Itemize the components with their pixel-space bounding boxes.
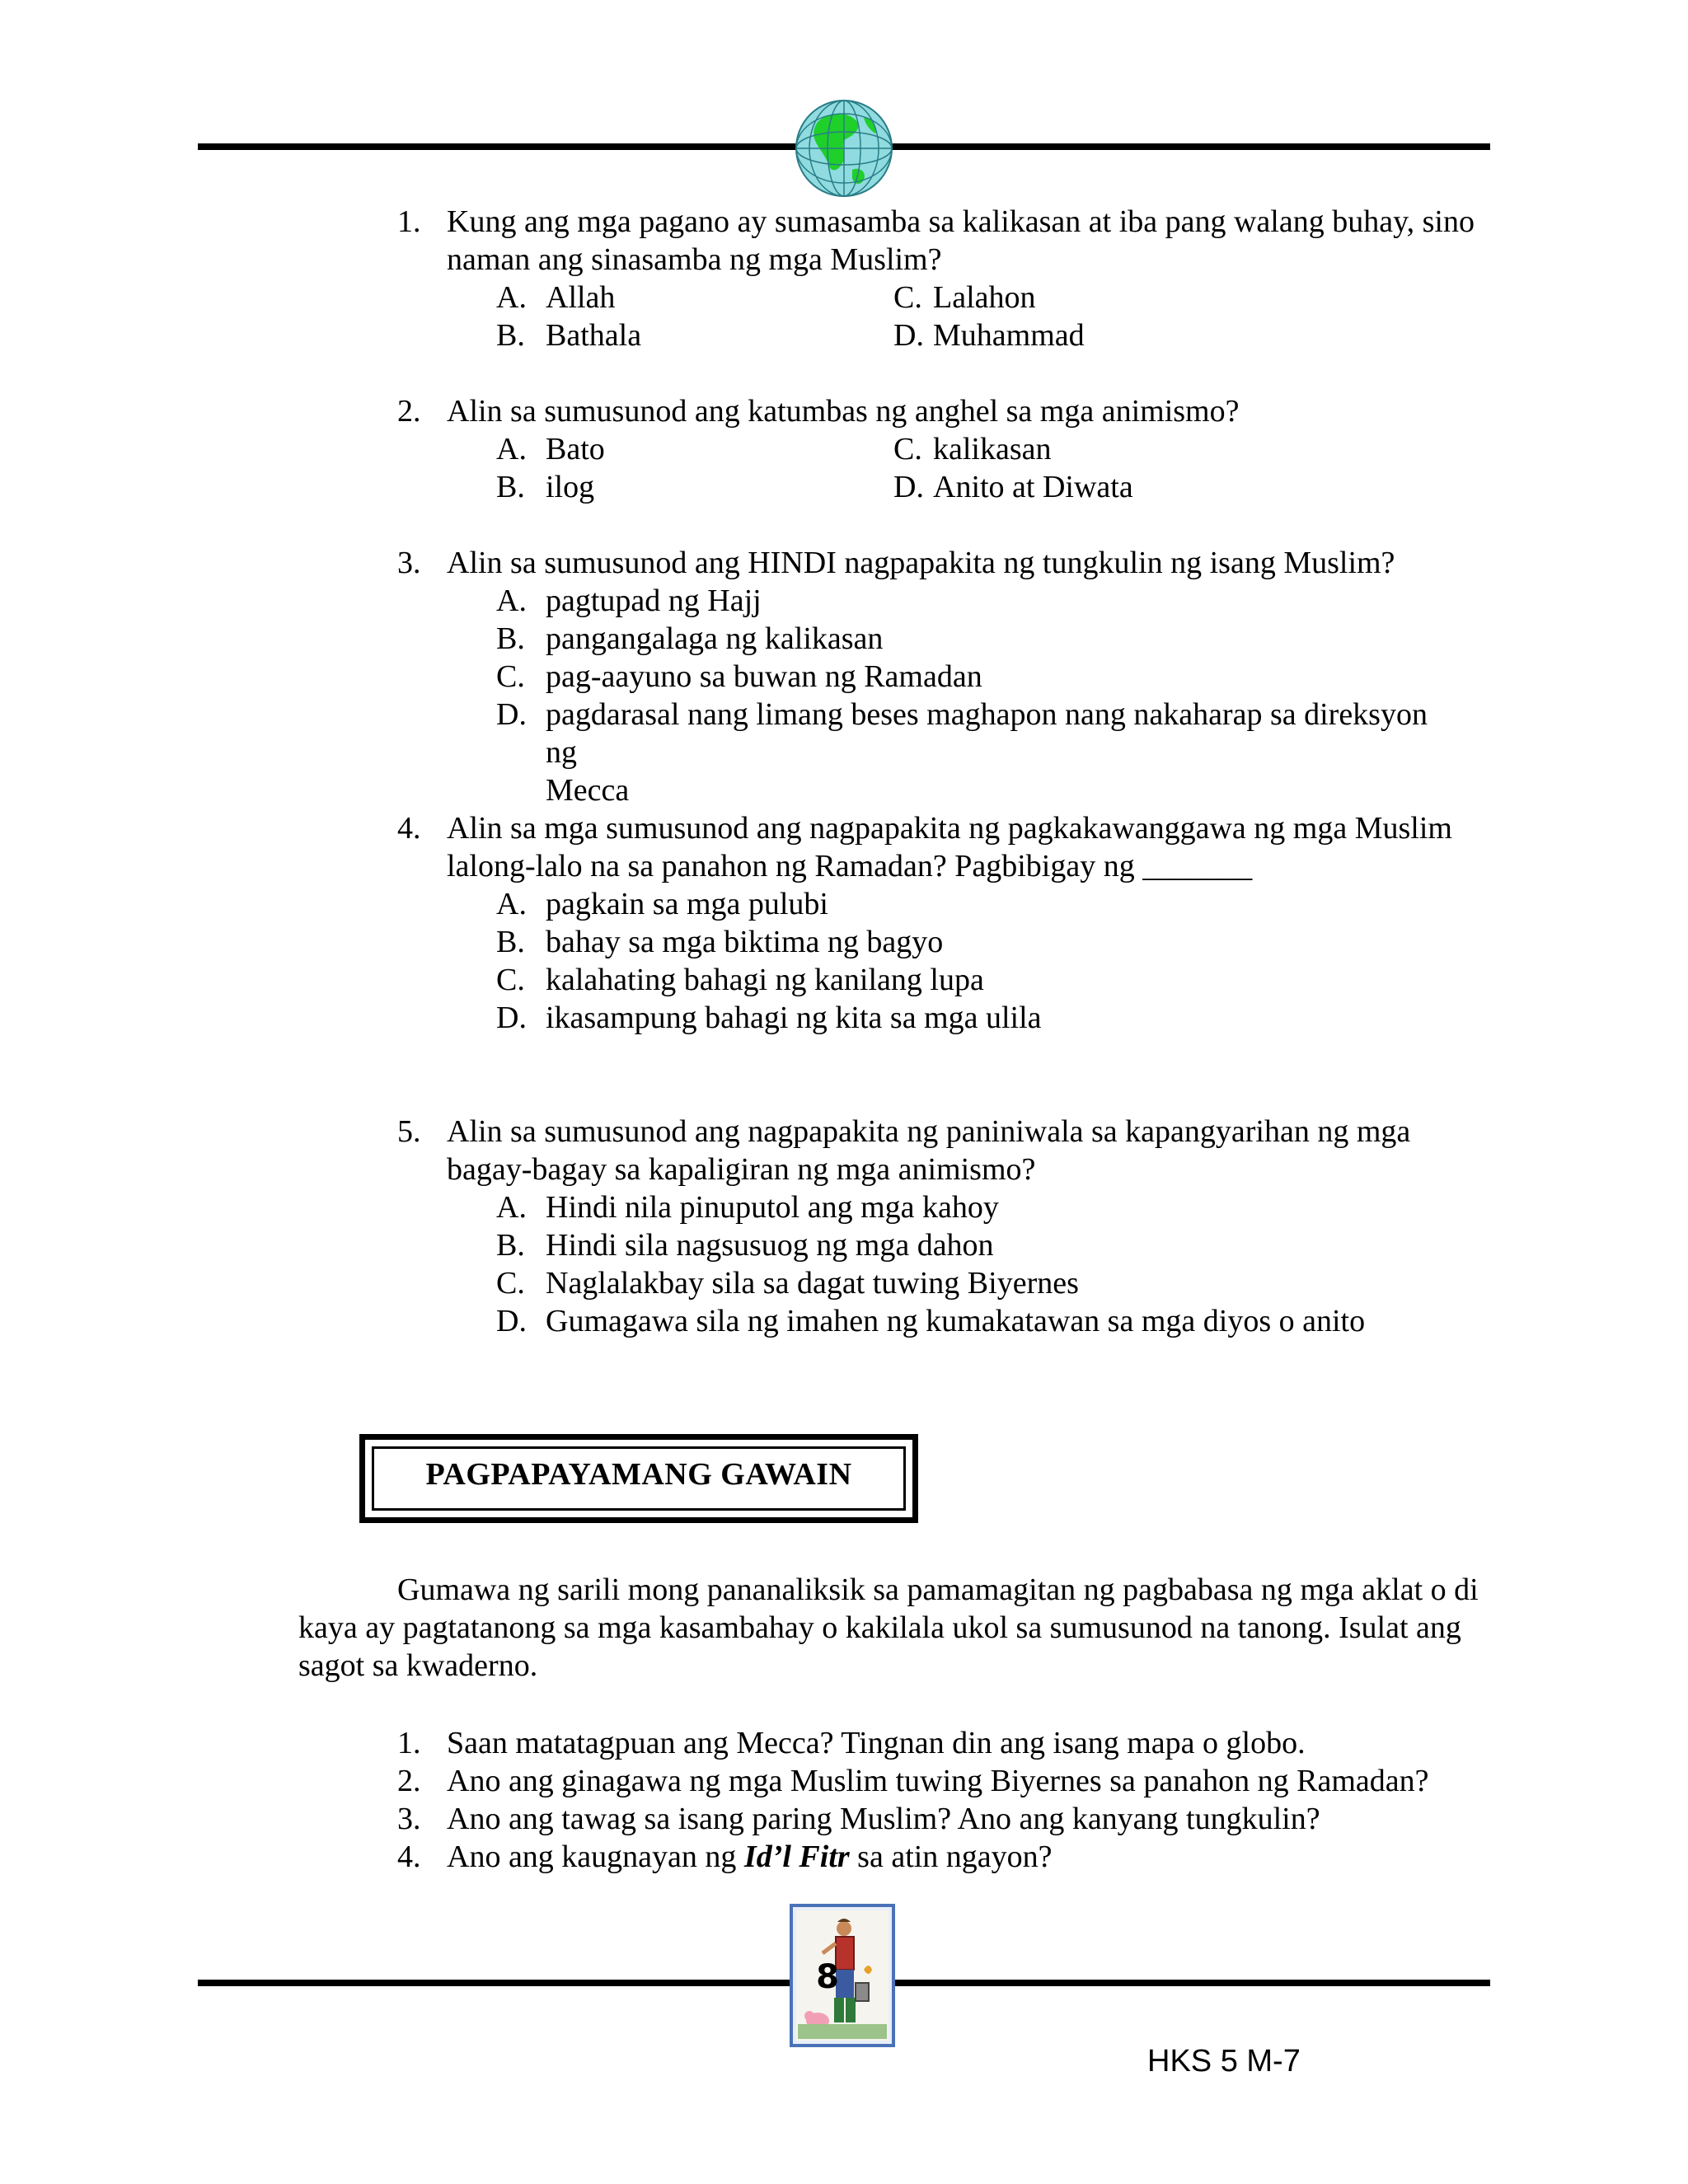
- item-number: 2.: [397, 1764, 421, 1798]
- option-label: D.: [496, 1001, 527, 1035]
- item-text-emphasis: Id’l Fitr: [743, 1840, 850, 1874]
- question-text: Alin sa mga sumusunod ang nagpapakita ng pagkakawanggawa ng mga Muslim lalong-lalo na sa panahon ng Ramadan? Pagbibigay ng _______: [447, 811, 1452, 883]
- globe-icon: [793, 97, 895, 199]
- item-text-before: Ano ang kaugnayan ng: [447, 1840, 744, 1874]
- option-label: A.: [496, 583, 527, 618]
- question-2: [0, 392, 1688, 434]
- item-number: 1.: [397, 1726, 421, 1760]
- option-text: Allah: [546, 280, 616, 315]
- option-text: Naglalakbay sila sa dagat tuwing Biyernes: [546, 1266, 1079, 1301]
- option-label: A.: [496, 1190, 527, 1225]
- question-1: [0, 203, 1688, 285]
- page-number: 8: [816, 1958, 839, 1996]
- option-label: A.: [496, 432, 527, 466]
- question-number: 4.: [397, 811, 421, 846]
- option-label: C.: [496, 1266, 525, 1301]
- question-text: Kung ang mga pagano ay sumasamba sa kalikasan at iba pang walang buhay, sino naman ang sinasamba ng mga Muslim?: [447, 204, 1475, 277]
- question-number: 3.: [397, 546, 421, 580]
- option-text: kalikasan: [933, 432, 1052, 466]
- option-text: Lalahon: [933, 280, 1036, 315]
- option-label: D.: [496, 697, 527, 732]
- question-text: Alin sa sumusunod ang HINDI nagpapakita ng tungkulin ng isang Muslim?: [447, 546, 1395, 580]
- option-text: pangangalaga ng kalikasan: [546, 621, 884, 656]
- option-text: Hindi nila pinuputol ang mga kahoy: [546, 1190, 999, 1225]
- option-text: ng Mecca: [546, 735, 630, 808]
- question-3: [0, 544, 1688, 585]
- item-text: Ano ang tawag sa isang paring Muslim? Ano ang kanyang tungkulin?: [447, 1802, 1320, 1836]
- question-number: 5.: [397, 1114, 421, 1149]
- section-title-box: [359, 1434, 918, 1523]
- question-4: [0, 809, 1688, 892]
- item-number: 3.: [397, 1802, 421, 1836]
- option-text: pagkain sa mga pulubi: [546, 887, 828, 921]
- option-label: C.: [893, 432, 922, 466]
- option-label: D.: [893, 470, 924, 504]
- option-label: C.: [496, 659, 525, 694]
- option-label: A.: [496, 887, 527, 921]
- option-label: D.: [496, 1304, 527, 1338]
- option-label: D.: [893, 318, 924, 353]
- question-5: [0, 1113, 1688, 1195]
- option-text: pag-aayuno sa buwan ng Ramadan: [546, 659, 982, 694]
- option-text: Bathala: [546, 318, 642, 353]
- item-number: 4.: [397, 1840, 421, 1874]
- section-title: PAGPAPAYAMANG GAWAIN: [425, 1457, 852, 1492]
- item-text: Ano ang ginagawa ng mga Muslim tuwing Biyernes sa panahon ng Ramadan?: [447, 1764, 1429, 1798]
- item-text: [447, 1838, 1493, 1876]
- option-text: kalahating bahagi ng kanilang lupa: [546, 963, 984, 997]
- item-text: Saan matatagpuan ang Mecca? Tingnan din ang isang mapa o globo.: [447, 1726, 1306, 1760]
- option-label: C.: [496, 963, 525, 997]
- question-text: Alin sa sumusunod ang katumbas ng anghel sa mga animismo?: [447, 394, 1240, 429]
- option-label: B.: [496, 470, 525, 504]
- item-text-after: sa atin ngayon?: [849, 1840, 1053, 1874]
- option-text: Gumagawa sila ng imahen ng kumakatawan sa mga diyos o anito: [546, 1304, 1366, 1338]
- activity-item-3: [0, 1800, 1688, 1841]
- module-code: HKS 5 M-7: [1147, 2044, 1301, 2079]
- option-text: Bato: [546, 432, 605, 466]
- option-text: bahay sa mga biktima ng bagyo: [546, 925, 944, 959]
- activity-item-4: [0, 1838, 1688, 1879]
- option-text: pagtupad ng Hajj: [546, 583, 762, 618]
- option-label: B.: [496, 621, 525, 656]
- option-label: B.: [496, 1228, 525, 1263]
- activity-item-2: [0, 1762, 1688, 1803]
- option-text: Hindi sila nagsusuog ng mga dahon: [546, 1228, 994, 1263]
- option-label: B.: [496, 925, 525, 959]
- option-text: Anito at Diwata: [933, 470, 1133, 504]
- option-text: Muhammad: [933, 318, 1085, 353]
- activity-instructions: Gumawa ng sarili mong pananaliksik sa pamamagitan ng pagbabasa ng mga aklat o di kaya ay pagtatanong sa mga kasambahay o kakilala ukol sa sumusunod na tanong. Isulat ang sagot sa kwaderno.: [298, 1572, 1479, 1683]
- question-number: 1.: [397, 204, 421, 239]
- activity-item-1: [0, 1724, 1688, 1765]
- option-label: C.: [893, 280, 922, 315]
- option-text: pagdarasal nang limang beses maghapon nang nakaharap sa direksyon: [546, 697, 1428, 732]
- option-text: ilog: [546, 470, 595, 504]
- option-label: A.: [496, 280, 527, 315]
- question-text: Alin sa sumusunod ang nagpapakita ng paniniwala sa kapangyarihan ng mga bagay-bagay sa kapaligiran ng mga animismo?: [447, 1114, 1411, 1187]
- option-label: B.: [496, 318, 525, 353]
- option-text: ikasampung bahagi ng kita sa mga ulila: [546, 1001, 1042, 1035]
- question-number: 2.: [397, 394, 421, 429]
